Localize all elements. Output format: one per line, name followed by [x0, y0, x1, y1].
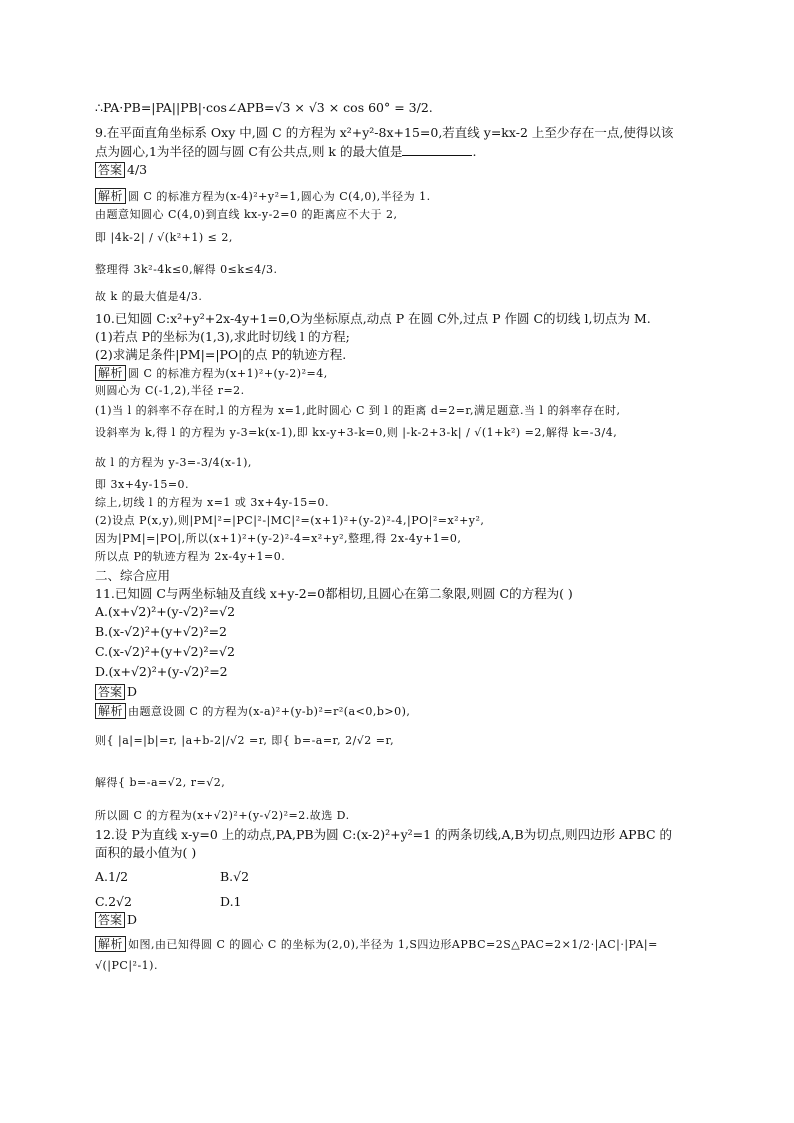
text-line: 故 l 的方程为 y-3=-3/4(x-1),: [95, 456, 252, 469]
answer-tag: 答案: [95, 162, 125, 178]
section-heading: 二、综合应用: [95, 568, 171, 583]
analysis-tag: 解析: [95, 365, 126, 381]
text-line: 故 k 的最大值是4/3.: [95, 290, 203, 303]
answer-blank: [402, 143, 472, 156]
text-line: (1)当 l 的斜率不存在时,l 的方程为 x=1,此时圆心 C 到 l 的距离 d=2=r,满足题意.当 l 的斜率存在时,: [95, 404, 621, 417]
text-line: 解得{ b=-a=√2, r=√2,: [95, 776, 226, 789]
answer-tag: 答案: [95, 684, 125, 700]
option-a: A.1/2: [95, 869, 129, 884]
text-line: 点为圆心,1为半径的圆与圆 C有公共点,则 k 的最大值是 .: [95, 144, 477, 159]
text-line: 即 |4k-2| / √(k²+1) ≤ 2,: [95, 231, 233, 244]
option-b: B.(x-√2)²+(y+√2)²=2: [95, 624, 228, 639]
analysis-row: 解析 圆 C 的标准方程为(x+1)²+(y-2)²=4,: [95, 365, 328, 382]
text-line: 面积的最小值为( ): [95, 845, 197, 860]
question-10: 10.已知圆 C:x²+y²+2x-4y+1=0,O为坐标原点,动点 P 在圆 C外,过点 P 作圆 C的切线 l,切点为 M.: [95, 311, 651, 326]
option-c: C.2√2: [95, 894, 132, 909]
text-line: 由题意知圆心 C(4,0)到直线 kx-y-2=0 的距离应不大于 2,: [95, 208, 398, 221]
text-line: 因为|PM|=|PO|,所以(x+1)²+(y-2)²-4=x²+y²,整理,得 2x-4y+1=0,: [95, 532, 462, 545]
text-line: 整理得 3k²-4k≤0,解得 0≤k≤4/3.: [95, 263, 278, 276]
text-line: (2)设点 P(x,y),则|PM|²=|PC|²-|MC|²=(x+1)²+(y-2)²-4,|PO|²=x²+y²,: [95, 514, 485, 527]
text-line: 综上,切线 l 的方程为 x=1 或 3x+4y-15=0.: [95, 496, 329, 509]
text-line: 则圆心为 C(-1,2),半径 r=2.: [95, 384, 245, 397]
text-line: (1)若点 P的坐标为(1,3),求此时切线 l 的方程;: [95, 329, 350, 344]
option-d: D.1: [220, 894, 242, 909]
analysis-row: 解析 由题意设圆 C 的方程为(x-a)²+(y-b)²=r²(a<0,b>0),: [95, 703, 410, 720]
option-c: C.(x-√2)²+(y+√2)²=√2: [95, 644, 235, 659]
analysis-tag: 解析: [95, 188, 126, 204]
text-line: ∴PA·PB=|PA||PB|·cos∠APB=√3 × √3 × cos 60° = 3/2.: [95, 100, 433, 115]
text-line: 设斜率为 k,得 l 的方程为 y-3=k(x-1),即 kx-y+3-k=0,则 |-k-2+3-k| / √(1+k²) =2,解得 k=-3/4,: [95, 426, 618, 439]
question-12: 12.设 P为直线 x-y=0 上的动点,PA,PB为圆 C:(x-2)²+y²=1 的两条切线,A,B为切点,则四边形 APBC 的: [95, 827, 673, 842]
option-d: D.(x+√2)²+(y-√2)²=2: [95, 664, 228, 679]
answer-row: 答案 D: [95, 684, 137, 700]
question-9: 9.在平面直角坐标系 Oxy 中,圆 C 的方程为 x²+y²-8x+15=0,若直线 y=kx-2 上至少存在一点,使得以该: [95, 125, 674, 140]
text-line: 所以点 P的轨迹方程为 2x-4y+1=0.: [95, 550, 286, 563]
question-11: 11.已知圆 C与两坐标轴及直线 x+y-2=0都相切,且圆心在第二象限,则圆 C的方程为( ): [95, 586, 573, 601]
answer-row: 答案 4/3: [95, 162, 147, 178]
option-b: B.√2: [220, 869, 250, 884]
text-line: 则{ |a|=|b|=r, |a+b-2|/√2 =r, 即{ b=-a=r, 2/√2 =r,: [95, 734, 395, 747]
analysis-row: 解析 如图,由已知得圆 C 的圆心 C 的坐标为(2,0),半径为 1,S四边形APBC=2S△PAC=2×1/2·|AC|·|PA|=: [95, 936, 658, 953]
analysis-row: 解析 圆 C 的标准方程为(x-4)²+y²=1,圆心为 C(4,0),半径为 1.: [95, 188, 431, 205]
text-line: (2)求满足条件|PM|=|PO|的点 P的轨迹方程.: [95, 347, 347, 362]
text-line: 即 3x+4y-15=0.: [95, 478, 190, 491]
text-line: 所以圆 C 的方程为(x+√2)²+(y-√2)²=2.故选 D.: [95, 809, 350, 822]
text-line: √(|PC|²-1).: [95, 959, 158, 972]
analysis-tag: 解析: [95, 936, 126, 952]
analysis-tag: 解析: [95, 703, 126, 719]
answer-row: 答案 D: [95, 912, 137, 928]
answer-tag: 答案: [95, 912, 125, 928]
option-a: A.(x+√2)²+(y-√2)²=√2: [95, 604, 236, 619]
